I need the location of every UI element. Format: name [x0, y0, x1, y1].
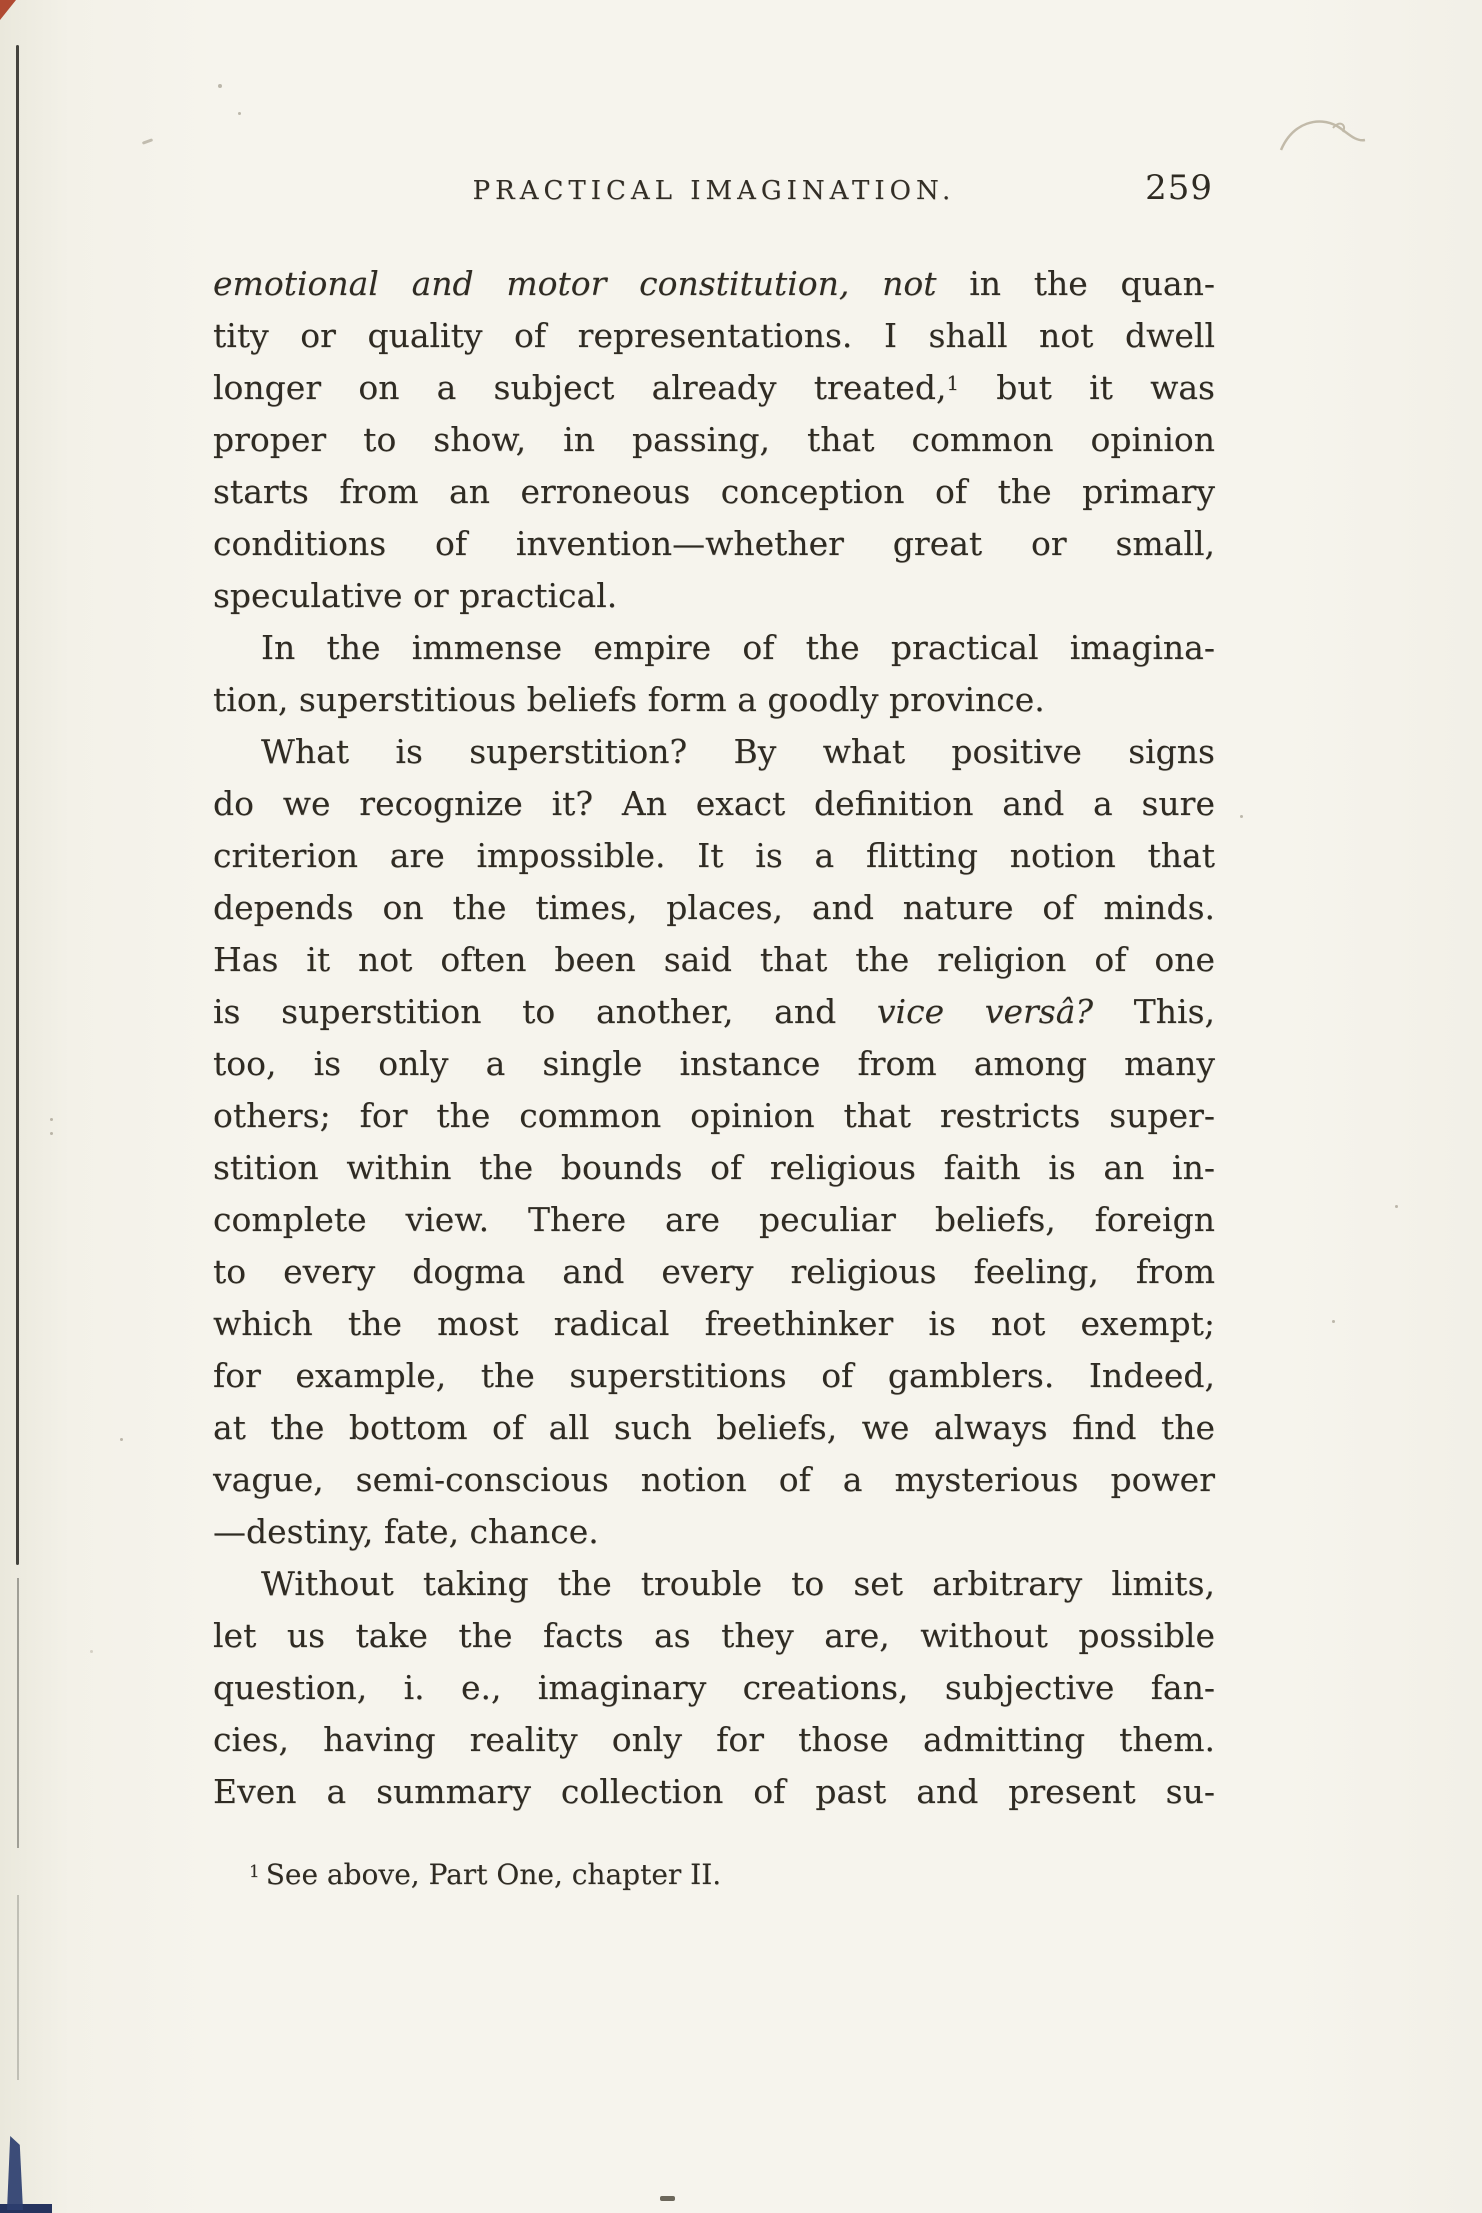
text-line [213, 778, 1215, 830]
text-run: tity or quality of representations. I shall not dwell [213, 316, 1215, 355]
text-run: is superstition to another, and [213, 992, 877, 1031]
text-line [213, 1454, 1215, 1506]
text-run: vague, semi-conscious notion of a mysterious power [213, 1460, 1215, 1499]
text-run: too, is only a single instance from among many [213, 1044, 1215, 1083]
text-line [213, 622, 1215, 674]
paragraph [213, 726, 1215, 1558]
scan-speck [142, 138, 153, 145]
text-line [213, 1350, 1215, 1402]
text-run: What is superstition? By what positive signs [261, 732, 1215, 771]
scan-speck [1395, 1205, 1398, 1208]
page-body [213, 258, 1215, 1818]
text-run: Has it not often been said that the religion of one [213, 940, 1215, 979]
scan-speck [218, 84, 222, 88]
text-run: starts from an erroneous conception of the primary [213, 472, 1215, 511]
running-header [213, 168, 1215, 216]
text-line [213, 1194, 1215, 1246]
scan-speck [660, 2196, 675, 2201]
footnote [249, 1858, 721, 1891]
scan-speck [50, 1118, 53, 1121]
text-line [213, 258, 1215, 310]
text-run: criterion are impossible. It is a flitting notion that [213, 836, 1215, 875]
text-line [213, 1506, 1215, 1558]
text-run: —destiny, fate, chance. [213, 1512, 599, 1551]
scan-speck [90, 1650, 93, 1653]
text-run: which the most radical freethinker is not exempt; [213, 1304, 1215, 1343]
text-line [213, 882, 1215, 934]
text-line [213, 1558, 1215, 1610]
text-line [213, 726, 1215, 778]
text-run: proper to show, in passing, that common opinion [213, 420, 1215, 459]
binding-edge-line [17, 1895, 19, 2080]
text-run: to every dogma and every religious feeling, from [213, 1252, 1215, 1291]
paragraph [213, 258, 1215, 622]
text-line [213, 1610, 1215, 1662]
text-run: longer on a subject already treated, [213, 368, 947, 407]
text-line [213, 1662, 1215, 1714]
text-run: speculative or practical. [213, 576, 618, 615]
page-number: 259 [1145, 168, 1213, 208]
text-run: in the quan- [936, 264, 1215, 303]
text-line [213, 414, 1215, 466]
text-line [213, 1766, 1215, 1818]
text-run: Even a summary collection of past and present su- [213, 1772, 1215, 1811]
scan-corner-mark [0, 0, 16, 20]
text-line [213, 518, 1215, 570]
header-title: PRACTICAL IMAGINATION. [472, 176, 956, 206]
paragraph [213, 622, 1215, 726]
italic-text: vice versâ? [876, 992, 1094, 1031]
paragraph [213, 1558, 1215, 1818]
text-run: Without taking the trouble to set arbitrary limits, [261, 1564, 1215, 1603]
text-run: This, [1093, 992, 1215, 1031]
text-line [213, 1038, 1215, 1090]
scan-speck [1240, 815, 1243, 818]
text-line [213, 466, 1215, 518]
text-line [213, 1402, 1215, 1454]
text-run: others; for the common opinion that restricts super- [213, 1096, 1215, 1135]
text-run: do we recognize it? An exact definition and a sure [213, 784, 1215, 823]
text-run: at the bottom of all such beliefs, we always find the [213, 1408, 1215, 1447]
text-run: tion, superstitious beliefs form a goodly province. [213, 680, 1045, 719]
text-line [213, 1090, 1215, 1142]
text-line [213, 570, 1215, 622]
text-line [213, 986, 1215, 1038]
scan-speck [120, 1438, 123, 1441]
binding-edge-line [16, 45, 19, 1565]
text-run: conditions of invention—whether great or small, [213, 524, 1215, 563]
footnote-reference: 1 [946, 372, 960, 396]
text-run: complete view. There are peculiar beliefs, foreign [213, 1200, 1215, 1239]
text-run: for example, the superstitions of gamblers. Indeed, [213, 1356, 1215, 1395]
pencil-mark [1275, 112, 1375, 167]
text-line [213, 1298, 1215, 1350]
text-line [213, 362, 1215, 414]
text-run: but it was [959, 368, 1215, 407]
text-run: depends on the times, places, and nature of minds. [213, 888, 1215, 927]
scan-speck [50, 1132, 53, 1135]
scan-speck [1332, 1320, 1335, 1323]
text-run: let us take the facts as they are, without possible [213, 1616, 1215, 1655]
text-run: cies, having reality only for those admitting them. [213, 1720, 1215, 1759]
text-line [213, 830, 1215, 882]
text-run: question, i. e., imaginary creations, subjective fan- [213, 1668, 1215, 1707]
text-line [213, 1142, 1215, 1194]
scan-speck [238, 112, 241, 115]
footnote-text: See above, Part One, chapter II. [265, 1858, 722, 1891]
binding-edge-line [17, 1578, 19, 1848]
text-line [213, 674, 1215, 726]
scan-bottom-mark [7, 2136, 23, 2210]
text-line [213, 310, 1215, 362]
text-line [213, 1246, 1215, 1298]
italic-text: emotional and motor constitution, not [213, 264, 937, 303]
text-line [213, 1714, 1215, 1766]
text-line [213, 934, 1215, 986]
text-run: In the immense empire of the practical imagina- [261, 628, 1215, 667]
text-run: stition within the bounds of religious faith is an in- [213, 1148, 1215, 1187]
footnote-marker: 1 [249, 1861, 260, 1882]
